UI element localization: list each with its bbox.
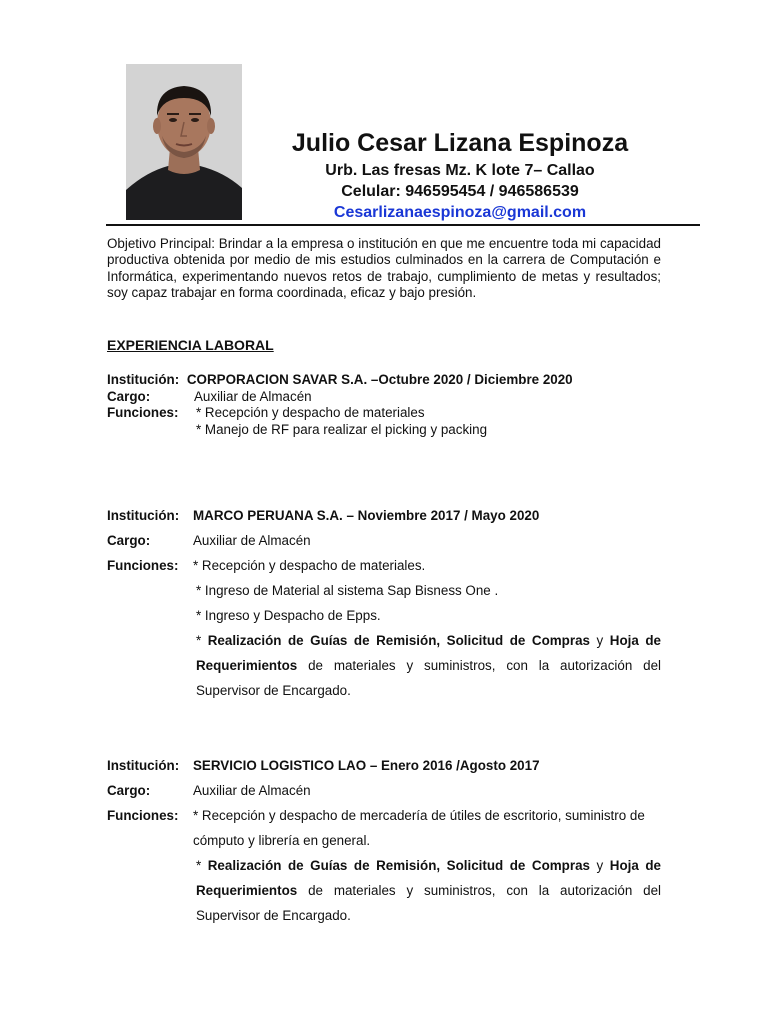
job-entry-2 — [107, 503, 667, 703]
profile-photo — [126, 64, 242, 220]
funcion-item: * Ingreso y Despacho de Epps. — [196, 608, 381, 623]
institution-value: SERVICIO LOGISTICO LAO – Enero 2016 /Agosto 2017 — [193, 758, 540, 773]
institution-row — [107, 503, 667, 528]
funciones-label: Funciones: — [107, 558, 179, 573]
funciones-row — [107, 405, 667, 422]
section-title-experience: EXPERIENCIA LABORAL — [107, 337, 274, 353]
header-divider — [106, 224, 700, 226]
funcion-paragraph — [196, 628, 661, 703]
funcion-row — [107, 578, 667, 603]
cargo-value: Auxiliar de Almacén — [194, 388, 312, 404]
funcion-paragraph: * Recepción y despacho de mercadería de útiles de escritorio, suministro de cómputo y librería en general. — [193, 808, 645, 848]
funcion-item: * Recepción y despacho de materiales — [196, 405, 425, 420]
address: Urb. Las fresas Mz. K lote 7– Callao — [325, 162, 595, 179]
funciones-label: Funciones: — [107, 808, 179, 823]
funciones-row — [107, 803, 667, 853]
funcion-item: * Ingreso de Material al sistema Sap Bisness One . — [196, 583, 499, 598]
institution-value: CORPORACION SAVAR S.A. –Octubre 2020 / Diciembre 2020 — [186, 372, 573, 387]
job-entry-1 — [107, 372, 667, 438]
objective-paragraph: Objetivo Principal: Brindar a la empresa o institución en que me encuentre toda mi capacidad productiva obtenida por medio de mis estudios culminados en la carrera de Computación e Informática, experimentando nuevos retos de trabajo, cumplimiento de metas y resultados; soy capaz trabajar en forma coordinada, eficaz y bajo presión. — [107, 236, 661, 300]
institution-label: Institución: — [107, 758, 180, 773]
contact-header — [260, 126, 660, 224]
cargo-value: Auxiliar de Almacén — [193, 533, 311, 548]
job-entry-3 — [107, 753, 667, 928]
funcion-row — [107, 422, 667, 439]
cargo-value: Auxiliar de Almacén — [193, 783, 311, 798]
funciones-row — [107, 553, 667, 578]
conjunction: y — [589, 858, 610, 873]
funcion-item: * Manejo de RF para realizar el picking y packing — [196, 421, 488, 437]
full-name: Julio Cesar Lizana Espinoza — [291, 129, 629, 157]
funcion-paragraph — [196, 853, 661, 928]
funciones-label: Funciones: — [107, 405, 179, 420]
bold-document: Hoja de Requerimientos — [196, 633, 661, 673]
bold-document: Hoja de Requerimientos — [196, 858, 661, 898]
cargo-row — [107, 778, 667, 803]
bullet-star: * — [196, 633, 208, 648]
institution-label: Institución: — [107, 508, 180, 523]
portrait-image — [126, 64, 242, 220]
funcion-item: * Recepción y despacho de materiales. — [193, 558, 426, 573]
cargo-row — [107, 389, 667, 406]
institution-row — [107, 372, 667, 389]
bold-tasks: Realización de Guías de Remisión, Solicitud de Compras — [207, 633, 590, 648]
cargo-label: Cargo: — [107, 783, 151, 798]
cargo-label: Cargo: — [107, 388, 151, 404]
institution-value: MARCO PERUANA S.A. – Noviembre 2017 / Mayo 2020 — [193, 508, 540, 523]
bold-tasks: Realización de Guías de Remisión, Solicitud de Compras — [207, 858, 590, 873]
paragraph-rest: de materiales y suministros, con la autorización del Supervisor de Encargado. — [196, 883, 661, 923]
institution-row — [107, 753, 667, 778]
cargo-label: Cargo: — [107, 533, 151, 548]
conjunction: y — [589, 633, 610, 648]
cargo-row — [107, 528, 667, 553]
paragraph-rest: de materiales y suministros, con la autorización del Supervisor de Encargado. — [196, 658, 661, 698]
bullet-star: * — [196, 858, 208, 873]
funcion-row — [107, 603, 667, 628]
email-link[interactable]: Cesarlizanaespinoza@gmail.com — [333, 204, 587, 221]
institution-label: Institución: — [107, 372, 180, 387]
phone-numbers: Celular: 946595454 / 946586539 — [341, 183, 579, 200]
